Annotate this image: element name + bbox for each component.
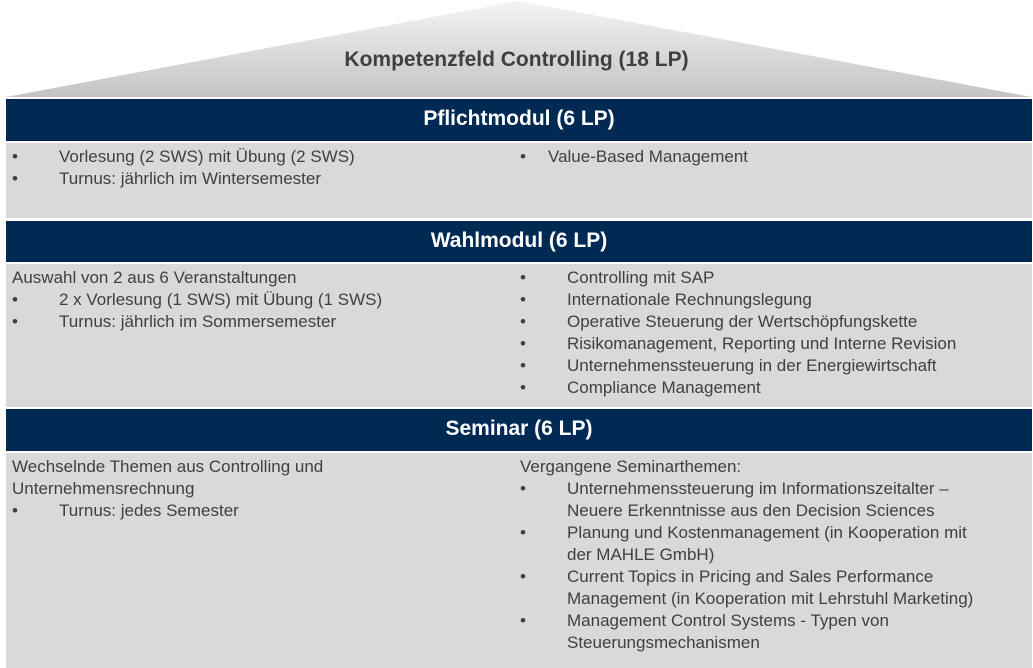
list-item: • Operative Steuerung der Wertschöpfungskette xyxy=(520,312,918,331)
list-item: • Risikomanagement, Reporting und Interne Revision xyxy=(520,334,957,353)
seminar-intro-line: Wechselnde Themen aus Controlling und xyxy=(12,457,324,476)
wahlmodul-right xyxy=(520,267,1025,399)
bullet: • xyxy=(520,479,526,498)
list-item: • Unternehmenssteuerung im Informationszeitalter – Neuere Erkenntnisse aus den Decision Sciences xyxy=(520,479,949,520)
pflichtmodul-left xyxy=(12,146,502,190)
wahlmodul-intro: Auswahl von 2 aus 6 Veranstaltungen xyxy=(12,268,297,287)
list-item: • Compliance Management xyxy=(520,378,761,397)
list-item: • Turnus: jährlich im Sommersemester xyxy=(12,312,337,331)
list-item: • Planung und Kostenmanagement (in Kooperation mit der MAHLE GmbH) xyxy=(520,523,967,564)
seminar-panel xyxy=(6,453,1032,668)
list-item: • Turnus: jährlich im Wintersemester xyxy=(12,169,321,188)
bullet: • xyxy=(520,334,526,353)
bullet: • xyxy=(520,611,526,630)
bullet: • xyxy=(520,378,526,397)
bullet: • xyxy=(12,312,18,331)
seminar-header: Seminar (6 LP) xyxy=(6,409,1032,451)
pflichtmodul-header: Pflichtmodul (6 LP) xyxy=(6,99,1032,141)
wahlmodul-left xyxy=(12,267,502,333)
list-item: • Turnus: jedes Semester xyxy=(12,501,239,520)
bullet: • xyxy=(12,501,18,520)
pflichtmodul-right xyxy=(520,146,1025,168)
bullet: • xyxy=(12,290,18,309)
seminar-intro-line: Unternehmensrechnung xyxy=(12,479,195,498)
list-item: • Unternehmenssteuerung in der Energiewirtschaft xyxy=(520,356,937,375)
bullet: • xyxy=(12,147,18,166)
bullet: • xyxy=(520,567,526,586)
bullet: • xyxy=(520,312,526,331)
list-item: • Current Topics in Pricing and Sales Performance Management (in Kooperation mit Lehrstuhl Marketing) xyxy=(520,567,974,608)
list-item: • Controlling mit SAP xyxy=(520,268,715,287)
bullet: • xyxy=(520,356,526,375)
list-item: • Value-Based Management xyxy=(520,147,749,166)
bullet: • xyxy=(520,290,526,309)
seminar-left xyxy=(12,456,502,522)
pflichtmodul-panel xyxy=(6,143,1032,218)
bullet: • xyxy=(520,268,526,287)
wahlmodul-header: Wahlmodul (6 LP) xyxy=(6,221,1032,262)
bullet: • xyxy=(520,147,526,166)
list-item: • Management Control Systems - Typen von Steuerungsmechanismen xyxy=(520,611,889,652)
list-item: • Vorlesung (2 SWS) mit Übung (2 SWS) xyxy=(12,147,355,166)
seminar-right xyxy=(520,456,1025,654)
list-item: • Internationale Rechnungslegung xyxy=(520,290,812,309)
roof-title: Kompetenzfeld Controlling (18 LP) xyxy=(344,48,689,71)
bullet: • xyxy=(12,169,18,188)
list-item: • 2 x Vorlesung (1 SWS) mit Übung (1 SWS) xyxy=(12,290,383,309)
bullet: • xyxy=(520,523,526,542)
wahlmodul-panel xyxy=(6,264,1032,407)
seminar-past-topics-intro: Vergangene Seminarthemen: xyxy=(520,457,742,476)
